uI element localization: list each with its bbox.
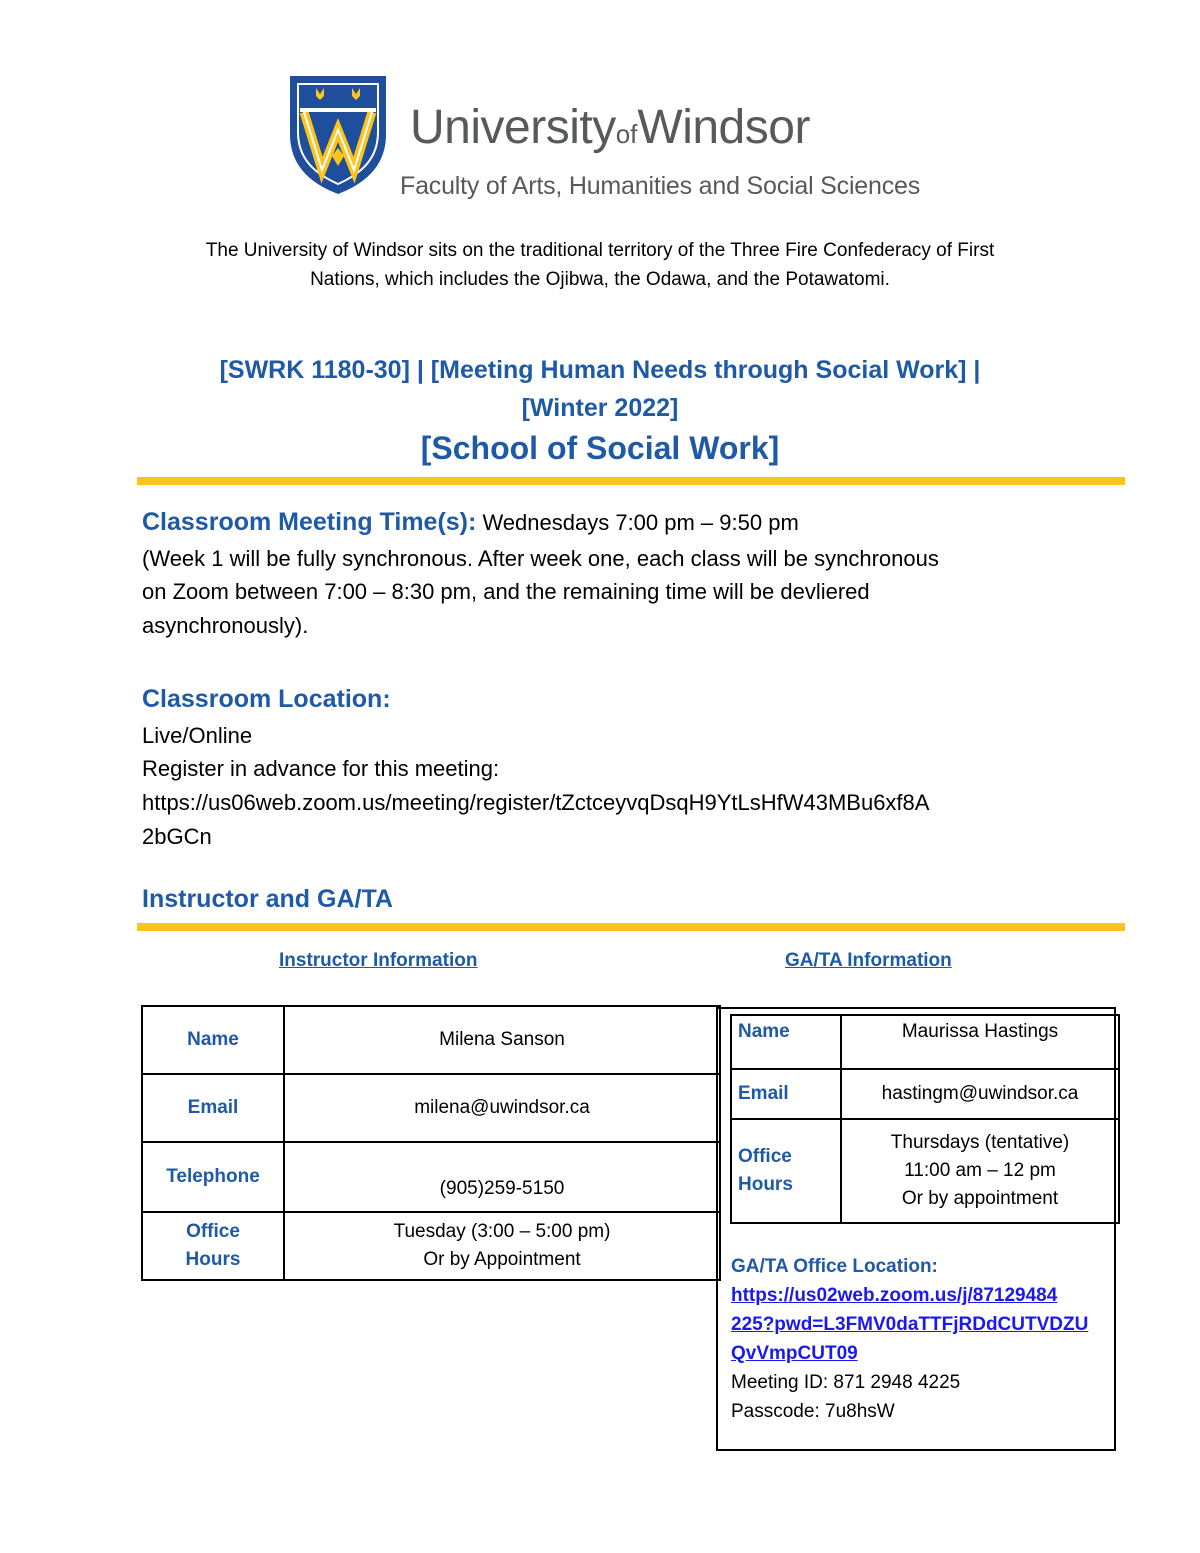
ga-name: Maurissa Hastings [841, 1015, 1119, 1069]
wordmark-university: University [410, 101, 616, 154]
ga-email-label: Email [731, 1069, 841, 1119]
table-row [731, 1069, 1119, 1119]
meeting-time-value: Wednesdays 7:00 pm – 9:50 pm [476, 510, 799, 535]
ga-name-label: Name [731, 1015, 841, 1069]
instructor-email[interactable]: milena@uwindsor.ca [284, 1074, 720, 1142]
hours-label-line1: Office [738, 1146, 792, 1167]
ga-office-location [731, 1252, 1088, 1426]
register-url-line2[interactable]: 2bGCn [142, 824, 212, 849]
course-term: [Winter 2022] [521, 394, 679, 422]
university-wordmark [410, 100, 810, 155]
school-name: [School of Social Work] [420, 430, 780, 466]
instructor-phone: (905)259-5150 [284, 1142, 720, 1212]
instructor-name-label: Name [142, 1006, 284, 1074]
ga-office-url-line1[interactable]: https://us02web.zoom.us/j/87129484 [731, 1285, 1058, 1306]
hours-label-line2: Hours [185, 1249, 241, 1270]
instructor-info-header: Instructor Information [279, 950, 478, 971]
faculty-name: Faculty of Arts, Humanities and Social Sciences [400, 172, 921, 200]
gold-divider [137, 923, 1125, 931]
instructor-hours-label [142, 1212, 284, 1280]
ga-email[interactable]: hastingm@uwindsor.ca [841, 1069, 1119, 1119]
location-heading: Classroom Location: [142, 685, 391, 713]
instructor-name: Milena Sanson [284, 1006, 720, 1074]
ga-hours-line1: Thursdays (tentative) [890, 1132, 1070, 1153]
ga-hours [841, 1119, 1119, 1223]
table-row [142, 1006, 720, 1074]
course-title [0, 351, 1200, 427]
land-acknowledgement [120, 236, 1080, 294]
meeting-time-note-3: asynchronously). [142, 613, 309, 638]
ga-hours-line2: 11:00 am – 12 pm [904, 1160, 1056, 1181]
instructor-table [141, 1005, 721, 1281]
meeting-time-heading: Classroom Meeting Time(s): [142, 508, 477, 536]
university-shield-logo [286, 72, 390, 198]
ga-passcode: Passcode: 7u8hsW [731, 1401, 895, 1422]
instructor-hours-line1: Tuesday (3:00 – 5:00 pm) [393, 1221, 611, 1242]
ga-table [730, 1014, 1120, 1224]
ga-office-location-label: GA/TA Office Location: [731, 1256, 938, 1277]
land-ack-line1: The University of Windsor sits on the traditional territory of the Three Fire Confederacy of First [205, 240, 995, 261]
meeting-time-note-1: (Week 1 will be fully synchronous. After week one, each class will be synchronous [142, 546, 939, 571]
wordmark-of: of [615, 119, 638, 149]
hours-label-line2: Hours [738, 1174, 793, 1195]
meeting-time-note-2: on Zoom between 7:00 – 8:30 pm, and the remaining time will be devliered [142, 579, 870, 604]
instructor-hours [284, 1212, 720, 1280]
wordmark-windsor: Windsor [637, 101, 810, 154]
meeting-time-line [142, 505, 799, 540]
instructor-hours-line2: Or by Appointment [423, 1249, 581, 1270]
table-row [142, 1142, 720, 1212]
ga-office-url-line3[interactable]: QvVmpCUT09 [731, 1343, 858, 1364]
table-row [731, 1119, 1119, 1223]
ga-meeting-id: Meeting ID: 871 2948 4225 [731, 1372, 961, 1393]
gold-divider [137, 477, 1125, 485]
land-ack-line2: Nations, which includes the Ojibwa, the Odawa, and the Potawatomi. [310, 269, 890, 290]
ga-hours-line3: Or by appointment [901, 1188, 1059, 1209]
location-mode: Live/Online [142, 723, 253, 748]
instructor-section-heading: Instructor and GA/TA [142, 885, 393, 913]
table-row [731, 1015, 1119, 1069]
register-label: Register in advance for this meeting: [142, 756, 500, 781]
table-row [142, 1212, 720, 1280]
hours-label-line1: Office [186, 1221, 240, 1242]
register-url-line1[interactable]: https://us06web.zoom.us/meeting/register/tZctceyvqDsqH9YtLsHfW43MBu6xf8A [142, 790, 930, 815]
table-row [142, 1074, 720, 1142]
ga-hours-label [731, 1119, 841, 1223]
instructor-email-label: Email [142, 1074, 284, 1142]
course-title-line1: [SWRK 1180-30] | [Meeting Human Needs through Social Work] | [219, 356, 981, 384]
ga-info-header: GA/TA Information [785, 950, 952, 971]
instructor-phone-label: Telephone [142, 1142, 284, 1212]
ga-office-url-line2[interactable]: 225?pwd=L3FMV0daTTFjRDdCUTVDZU [731, 1314, 1089, 1335]
